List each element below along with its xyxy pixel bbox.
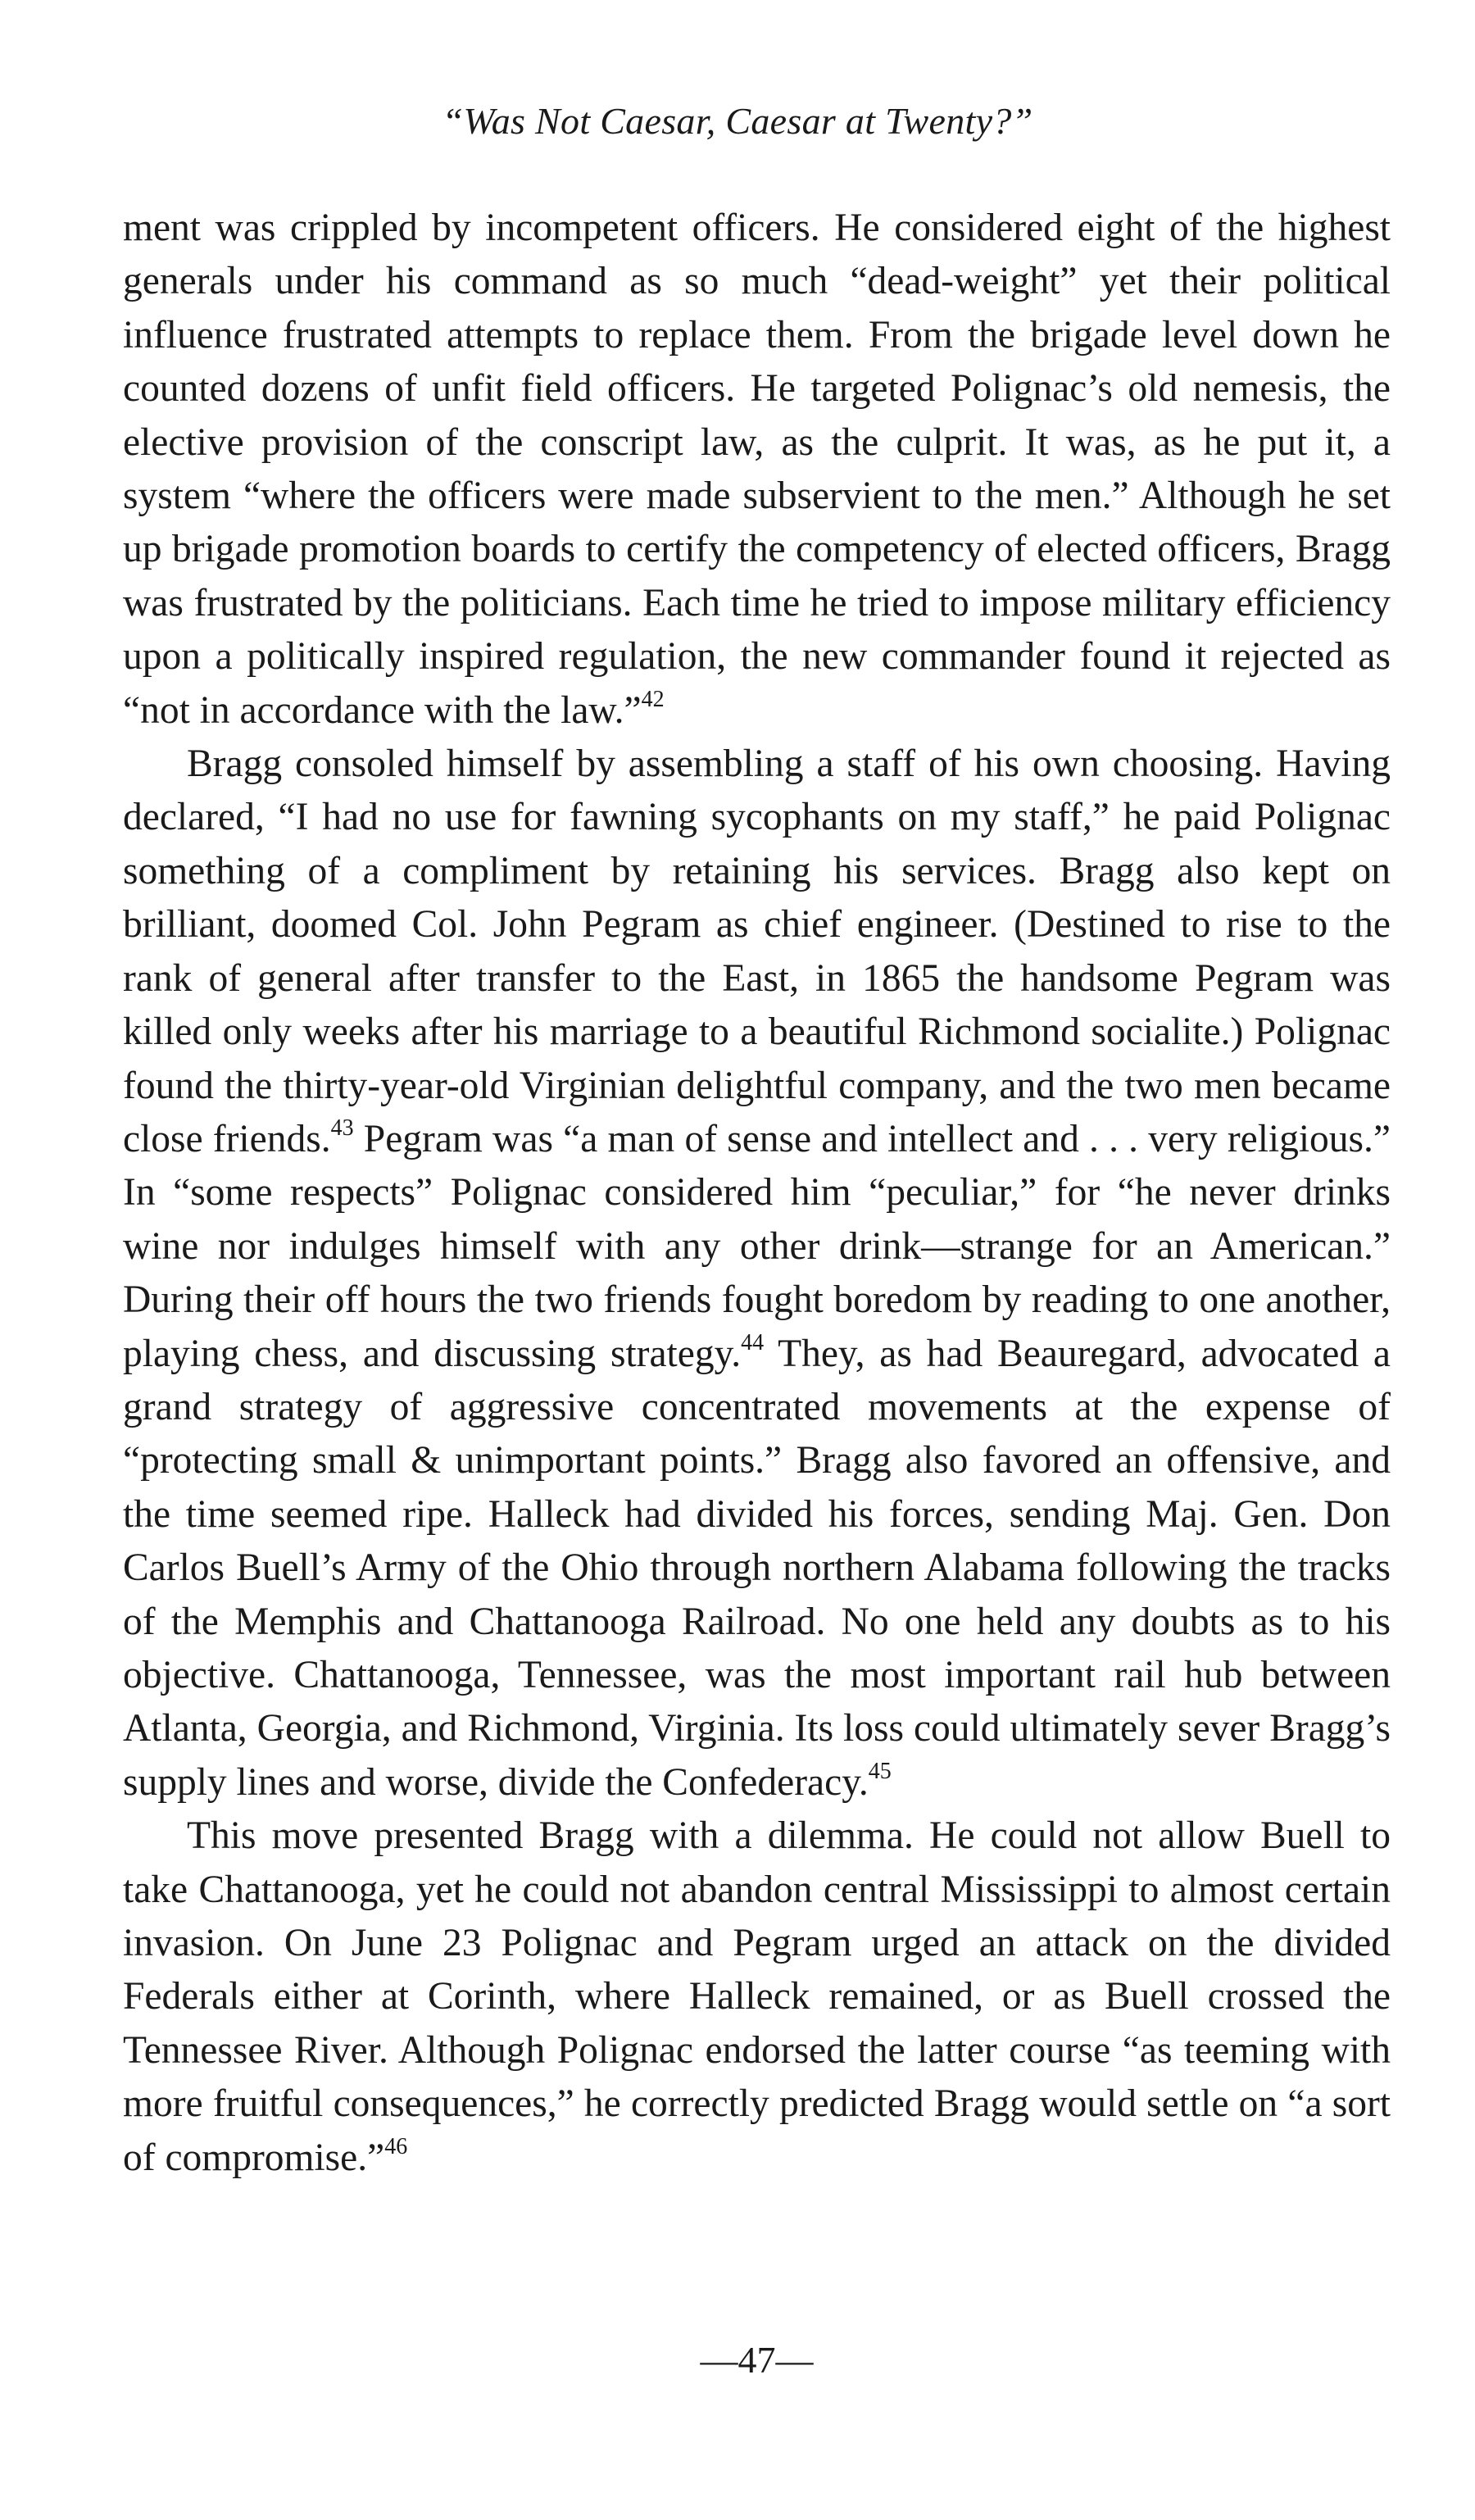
paragraph-2 [123,738,1391,1809]
body-text [123,202,1391,2185]
footnote-ref-45: 45 [868,1758,892,1784]
footnote-ref-46: 46 [384,2133,408,2159]
running-head: “Was Not Caesar, Caesar at Twenty?” [442,100,1033,142]
footnote-ref-44: 44 [741,1329,765,1355]
paragraph-1 [123,202,1391,738]
text-segment: Bragg consoled himself by assembling a staff of his own choosing. Having declared, “I had no use for fawning sycophants on my staff,” he paid Polignac something of a compliment by retaining his services. Bragg also kept on brilliant, doomed Col. John Pegram as chief engineer. (Destined to rise to the rank of general after transfer to the East, in 1865 the handsome Pegram was killed only weeks after his marriage to a beautiful Richmond socialite.) Polignac found the thirty-year-old Virginian delightful company, and the two men became close friends. [123,742,1391,1160]
text-segment: This move presented Bragg with a dilemma. He could not allow Buell to take Chattanooga, yet he could not abandon central Mississippi to almost certain invasion. On June 23 Polignac and Pegram urged an attack on the divided Federals either at Corinth, where Halleck remained, or as Buell crossed the Tennessee River. Although Polignac endorsed the latter course “as teeming with more fruitful consequences,” he correctly predicted Bragg would settle on “a sort of compromise.” [123,1814,1391,2179]
text-segment: ment was crippled by incompetent officers. He considered eight of the highest generals under his command as so much “dead-weight” yet their political influence frustrated attempts to replace them. From the brigade level down he counted dozens of unfit field officers. He targeted Polignac’s old nemesis, the elective provision of the conscript law, as the culprit. It was, as he put it, a system “where the officers were made subservient to the men.” Although he set up brigade promotion boards to certify the competency of elected officers, Bragg was frustrated by the politicians. Each time he tried to impose military efficiency upon a politically inspired regulation, the new commander found it rejected as “not in accordance with the law.” [123,207,1391,732]
text-segment: Pegram was “a man of sense and intellect and . . . very religious.” In “some respects” Polignac considered him “peculiar,” for “he never drinks wine nor indulges himself with any other drink—strange for an American.” During their off hours the two friends fought boredom by reading to one another, playing chess, and discussing strategy. [123,1117,1391,1375]
text-segment: They, as had Beauregard, advocated a grand strategy of aggressive concentrated movements at the expense of “protecting small & unimportant points.” Bragg also favored an offensive, and the time seemed ripe. Halleck had divided his forces, sending Maj. Gen. Don Carlos Buell’s Army of the Ohio through northern Alabama following the tracks of the Memphis and Chattanooga Railroad. No one held any doubts as to his objective. Chattanooga, Tennessee, was the most important rail hub between Atlanta, Georgia, and Richmond, Virginia. Its loss could ultimately sever Bragg’s supply lines and worse, divide the Confederacy. [123,1332,1391,1804]
page-number: —47— [700,2339,814,2381]
footnote-ref-43: 43 [330,1115,354,1141]
paragraph-3 [123,1809,1391,2185]
footnote-ref-42: 42 [641,686,665,712]
